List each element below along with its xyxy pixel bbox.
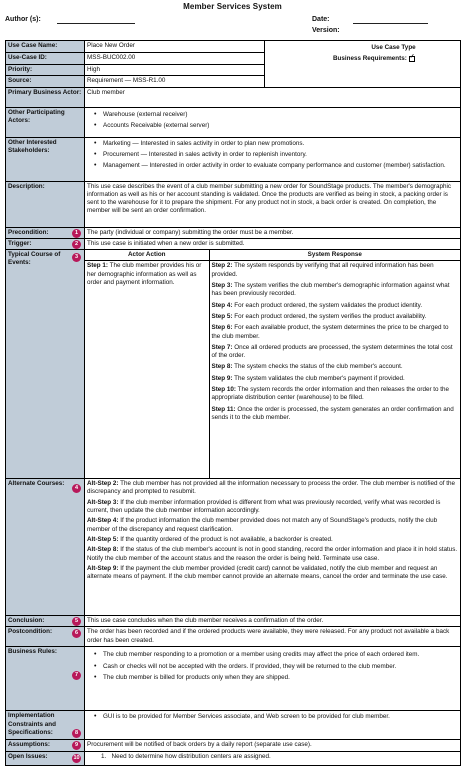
primary-actor-value: Club member xyxy=(85,87,461,107)
priority-label: Priority: xyxy=(6,65,85,76)
primary-actor-label: Primary Business Actor: xyxy=(6,87,85,107)
system-step: Step 11: Once the order is processed, the system generates an order confirmation and sends it to the club member. xyxy=(211,405,454,421)
precondition-label: Precondition: 1 xyxy=(6,227,85,238)
alt-step: Alt-Step 9: If the payment the club member provided (credit card) cannot be validated, notify the club member and request an alternate means of payment. If the club member cannot provide an alternate means, cancel the order and terminate the use case. xyxy=(87,564,448,581)
trigger-value: This use case is initiated when a new order is submitted. xyxy=(85,238,461,249)
version-label: Version: xyxy=(312,27,340,34)
use-case-name-value: Place New Order xyxy=(85,41,265,53)
callout-marker-8: 8 xyxy=(72,729,81,738)
other-actor-item: • Warehouse (external receiver) xyxy=(87,111,458,119)
callout-marker-1: 1 xyxy=(72,229,81,238)
business-requirements-checkbox[interactable] xyxy=(409,56,415,62)
use-case-id-value: MSS-BUC002.00 xyxy=(85,53,265,65)
callout-marker-5: 5 xyxy=(72,617,81,626)
conclusion-label: Conclusion: 5 xyxy=(6,616,85,627)
callout-marker-2: 2 xyxy=(72,240,81,249)
alt-step: Alt-Step 8: If the status of the club member's account is not in good standing, record the order information and place it in hold status. Notify the club member of the account status and the reason the order is being held. Terminate use case. xyxy=(87,546,458,562)
open-issues-label: Open Issues: 10 xyxy=(6,751,85,765)
stakeholder-item: • Procurement — Interested in sales activity in order to replenish inventory. xyxy=(87,151,458,159)
use-case-id-label: Use-Case ID: xyxy=(6,53,85,65)
business-rules-cell xyxy=(85,647,461,711)
implementation-cell xyxy=(85,711,461,740)
assumptions-value: Procurement will be notified of back orders by a daily report (separate use case). xyxy=(85,740,461,751)
author-field[interactable] xyxy=(57,23,135,24)
business-rule-item: • The club member is billed for products only when they are shipped. xyxy=(87,674,458,682)
alternate-courses-cell xyxy=(85,479,461,616)
author-label: Author (s): xyxy=(5,16,41,23)
system-step: Step 5: For each product ordered, the system verifies the product availability. xyxy=(211,312,427,320)
business-rule-item: • The club member responding to a promotion or a member using credits may affect the price of each ordered item. xyxy=(87,651,458,659)
description-value: This use case describes the event of a club member submitting a new order for SoundStage products. The member's demographic information as well as his or her account standing is validated. Once the products are verified as being in stock, a packing order is sent to the warehouse for it to prepare the shipment. For any product not in stock, a back order is created. On completion, the member will be sent an order confirmation. xyxy=(85,181,461,227)
actor-action-header: Actor Action xyxy=(85,250,209,261)
priority-value: High xyxy=(85,65,265,76)
alt-step: Alt-Step 3: If the club member information provided is different from what was previously recorded, verify what was recorded is current, then update the club member information accordingly. xyxy=(87,498,441,515)
system-step: Step 3: The system verifies the club member's demographic information against what has been previously recorded. xyxy=(211,282,450,298)
assumptions-label: Assumptions: 9 xyxy=(6,740,85,751)
typical-course-label: Typical Course of Events: 3 xyxy=(6,250,85,479)
business-requirements-label: Business Requirements: xyxy=(333,55,407,63)
alt-step: Alt-Step 5: If the quantity ordered of the product is not available, a backorder is created. xyxy=(87,535,333,543)
system-step: Step 2: The system responds by verifying that all required information has been provided. xyxy=(211,262,434,278)
other-actors-cell xyxy=(85,107,461,137)
system-step: Step 4: For each product ordered, the system validates the product identity. xyxy=(211,301,423,309)
other-actor-item: • Accounts Receivable (external server) xyxy=(87,122,458,130)
typical-course-table xyxy=(85,250,460,478)
alternate-courses-label: Alternate Courses: 4 xyxy=(6,479,85,616)
open-issues-cell xyxy=(85,751,461,765)
callout-marker-10: 10 xyxy=(73,754,80,761)
typical-course-cell xyxy=(85,250,461,479)
stakeholder-item: • Management — Interested in order activity in order to evaluate company performance and customer (member) satisfaction. xyxy=(87,162,458,170)
stakeholders-cell xyxy=(85,137,461,181)
precondition-value: The party (individual or company) submitting the order must be a member. xyxy=(85,227,461,238)
system-step: Step 10: The system records the order information and then releases the order to the appropriate distribution center (warehouse) to be filled. xyxy=(211,386,450,402)
implementation-label: Implementation Constraints and Specifications: 8 xyxy=(6,711,85,740)
business-rule-item: • Cash or checks will not be accepted with the orders. If provided, they will be returned to the club member. xyxy=(87,663,458,671)
source-value: Requirement — MSS-R1.00 xyxy=(85,76,265,87)
callout-marker-4: 4 xyxy=(72,484,81,493)
callout-marker-9: 9 xyxy=(72,741,81,750)
system-step: Step 9: The system validates the club member's payment if provided. xyxy=(211,374,405,382)
description-label: Description: xyxy=(6,181,85,227)
open-issue-item: 1. Need to determine how distribution centers are assigned. xyxy=(101,752,271,760)
system-responses xyxy=(209,261,460,478)
callout-marker-6: 6 xyxy=(72,629,81,638)
callout-marker-3: 3 xyxy=(72,253,81,262)
alt-step: Alt-Step 2: The club member has not provided all the information necessary to process the order. The club member is notified of the discrepancy and prompted to resubmit. xyxy=(87,480,455,496)
callout-marker-7: 7 xyxy=(72,671,81,680)
date-field[interactable] xyxy=(353,23,428,24)
actor-actions xyxy=(85,261,209,478)
conclusion-value: This use case concludes when the club member receives a confirmation of the order. xyxy=(85,616,461,627)
stakeholders-label: Other Interested Stakeholders: xyxy=(6,137,85,181)
system-step: Step 7: Once all ordered products are processed, the system determines the total cost of the order. xyxy=(211,343,453,360)
system-step: Step 8: The system checks the status of the club member's account. xyxy=(211,363,403,371)
stakeholder-item: • Marketing — Interested in sales activity in order to plan new promotions. xyxy=(87,140,458,148)
alt-step: Alt-Step 4: If the product information the club member provided does not match any of SoundStage's products, notify the club member of the discrepancy and request clarification. xyxy=(87,517,438,533)
use-case-type-label: Use Case Type xyxy=(371,44,416,51)
system-response-header: System Response xyxy=(209,250,460,261)
document-title: Member Services System xyxy=(183,2,282,11)
other-actors-label: Other Participating Actors: xyxy=(6,107,85,137)
use-case-name-label: Use Case Name: xyxy=(6,41,85,53)
actor-step: Step 1: The club member provides his or her demographic information as well as order and payment information. xyxy=(87,262,202,287)
trigger-label: Trigger: 2 xyxy=(6,238,85,249)
postcondition-value: The order has been recorded and if the ordered products were available, they were released. For any product not available a back order has been created. xyxy=(85,627,461,647)
implementation-item: • GUI is to be provided for Member Services associate, and Web screen to be provided for club member. xyxy=(87,713,458,721)
date-label: Date: xyxy=(312,16,330,23)
business-rules-label: Business Rules: 7 xyxy=(6,647,85,711)
postcondition-label: Postcondition: 6 xyxy=(6,627,85,647)
use-case-table xyxy=(5,40,461,766)
document-header xyxy=(5,13,460,40)
source-label: Source: xyxy=(6,76,85,87)
system-step: Step 6: For each available product, the system determines the price to be charged to the club member. xyxy=(211,324,449,340)
business-requirements-row xyxy=(271,55,454,63)
use-case-type-cell xyxy=(265,41,461,88)
